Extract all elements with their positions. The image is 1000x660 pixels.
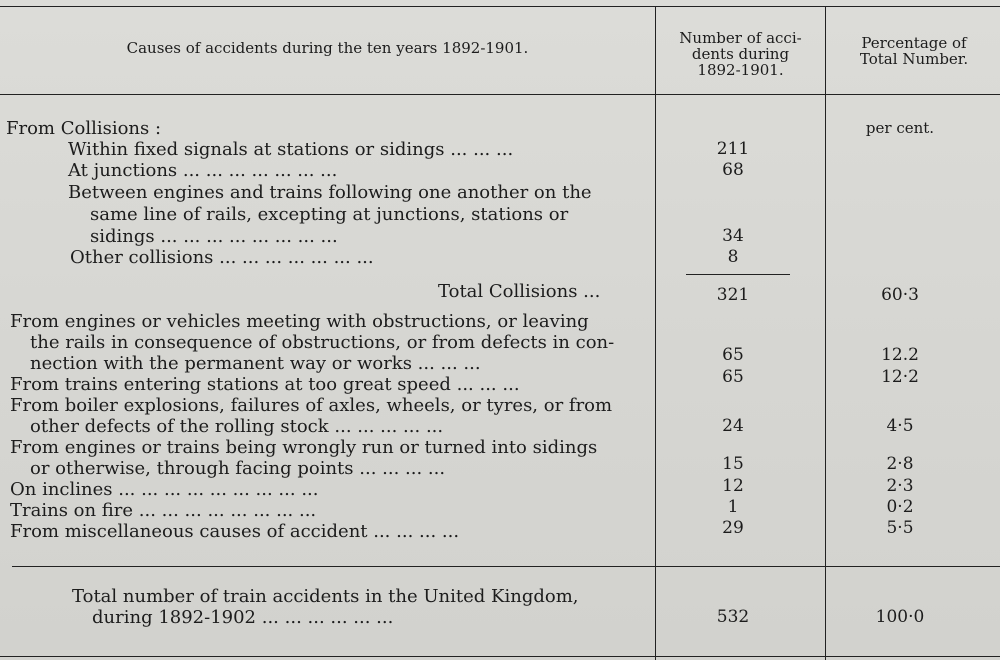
collisions-heading: From Collisions : (6, 118, 162, 139)
rule-subtotal (686, 274, 790, 275)
per-cent-label: per cent. (865, 119, 935, 137)
grand-total-row: Total number of train accidents in the United Kingdom, (72, 586, 579, 607)
grand-total-row-continued: during 1892-1902 ... ... ... ... ... ... 532 100·0 (0, 607, 1000, 628)
table-row-continued: the rails in consequence of obstructions, or from defects in con- (30, 332, 615, 353)
table-row: Other collisions ... ... ... ... ... ... ... 8 (70, 247, 739, 268)
table-row: From trains entering stations at too great speed ... ... ... 65 12·2 (10, 367, 919, 395)
grand-total-number: 532 (716, 607, 750, 627)
rule-before-grand-total (12, 566, 1000, 567)
table-row: From boiler explosions, failures of axles, wheels, or tyres, or from (10, 395, 613, 416)
table-row: From miscellaneous causes of accident ... ... ... ... 29 5·5 (10, 518, 914, 542)
rule-header-bottom (0, 94, 1000, 95)
total-collisions-number: 321 (716, 285, 750, 305)
total-collisions-row (0, 281, 1000, 305)
table-row-continued: same line of rails, excepting at junctions, stations or (90, 204, 569, 225)
percent-column-header: Percentage of Total Number. (859, 34, 969, 68)
table-row: At junctions ... ... ... ... ... ... ... 68 (68, 160, 744, 181)
total-collisions-label: Total Collisions ... (438, 281, 601, 302)
table-row-continued: or otherwise, through facing points ... ... ... ... 15 2·8 (30, 454, 914, 479)
number-column-header: Number of acci- dents during 1892-1901. (679, 29, 802, 79)
cause-column-header: Causes of accidents during the ten years 1892-1901. (126, 39, 529, 57)
table-row: From engines or trains being wrongly run or turned into sidings (10, 437, 598, 458)
table-row: From engines or vehicles meeting with obstructions, or leaving (10, 311, 589, 332)
collisions-heading-row (0, 118, 1000, 139)
table-row: Within fixed signals at stations or sidings ... ... ... 211 (68, 139, 750, 160)
table-row: Trains on fire ... ... ... ... ... ... ... ... 1 0·2 (10, 497, 914, 521)
table-row: Between engines and trains following one another on the (68, 182, 592, 203)
table-row-continued: sidings ... ... ... ... ... ... ... ... 34 (90, 226, 744, 247)
table-row: On inclines ... ... ... ... ... ... ... ... ... 12 2·3 (10, 476, 914, 500)
rule-top (0, 6, 1000, 7)
rule-bottom (0, 656, 1000, 657)
total-collisions-percent: 60·3 (881, 285, 919, 305)
table-row-continued: nection with the permanent way or works ... ... ... 65 12.2 (30, 345, 919, 374)
table-row-continued: other defects of the rolling stock ... ... ... ... ... 24 4·5 (30, 416, 914, 437)
grand-total-percent: 100·0 (875, 607, 925, 627)
